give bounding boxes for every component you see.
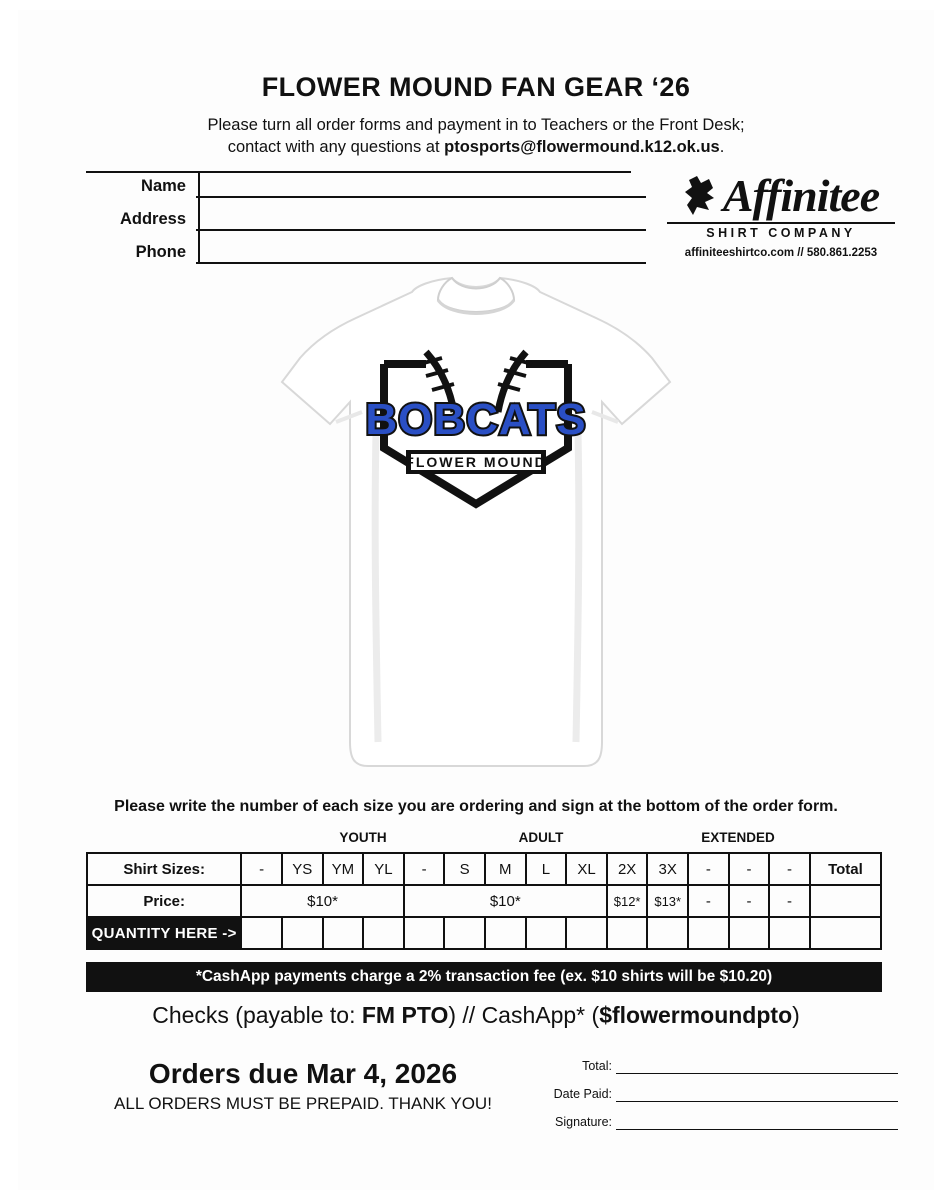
- price-adult: $10*: [404, 885, 607, 917]
- price-blank-2: -: [729, 885, 770, 917]
- total-input[interactable]: [616, 1049, 898, 1074]
- qty-input-s[interactable]: [444, 917, 485, 949]
- size-cell-yl: YL: [363, 853, 404, 885]
- name-input[interactable]: [196, 165, 646, 198]
- total-header: Total: [810, 853, 881, 885]
- address-input[interactable]: [196, 198, 646, 231]
- table-row-sizes: [87, 853, 881, 885]
- vendor-name: Affinitee: [722, 170, 880, 221]
- qty-input-ys[interactable]: [282, 917, 323, 949]
- date-paid-label: Date Paid:: [553, 1087, 612, 1101]
- row-label-price: Price:: [87, 885, 241, 917]
- signature-row: [538, 1106, 898, 1130]
- row-label-sizes: Shirt Sizes:: [87, 853, 241, 885]
- qty-input-4[interactable]: [404, 917, 445, 949]
- page-title: FLOWER MOUND FAN GEAR ‘26: [261, 72, 691, 102]
- payment-cashtag: $flowermoundpto: [599, 1002, 793, 1028]
- vendor-tagline: SHIRT COMPANY: [667, 222, 895, 240]
- phone-input[interactable]: [196, 231, 646, 264]
- group-label-youth: YOUTH: [339, 830, 387, 845]
- vendor-logo-main: [650, 168, 912, 224]
- qty-input-m[interactable]: [485, 917, 526, 949]
- customer-contact-block: [86, 165, 646, 264]
- size-cell-4: -: [404, 853, 445, 885]
- qty-input-11[interactable]: [688, 917, 729, 949]
- svg-text:FLOWER MOUND: FLOWER MOUND: [405, 454, 547, 470]
- address-row: [86, 198, 646, 231]
- payment-line: [18, 1002, 934, 1029]
- size-cell-12: -: [729, 853, 770, 885]
- tshirt-illustration: [266, 272, 686, 792]
- size-cell-s: S: [444, 853, 485, 885]
- contact-top-rule: [86, 171, 631, 173]
- name-label: Name: [141, 177, 186, 195]
- qty-input-ym[interactable]: [323, 917, 364, 949]
- payment-middle: ) // CashApp* (: [448, 1002, 600, 1028]
- qty-input-yl[interactable]: [363, 917, 404, 949]
- order-instruction: Please write the number of each size you are ordering and sign at the bottom of the order form.: [114, 798, 838, 815]
- total-row: [538, 1050, 898, 1074]
- table-row-quantity: [87, 917, 881, 949]
- price-blank-1: -: [688, 885, 729, 917]
- total-label: Total:: [582, 1059, 612, 1073]
- price-youth: $10*: [241, 885, 403, 917]
- size-cell-m: M: [485, 853, 526, 885]
- vendor-contact: affiniteeshirtco.com // 580.861.2253: [684, 247, 878, 259]
- office-use-block: [538, 1050, 898, 1134]
- qty-input-12[interactable]: [729, 917, 770, 949]
- subtitle-line-1: Please turn all order forms and payment in to Teachers or the Front Desk;: [207, 116, 745, 134]
- price-3x: $13*: [647, 885, 688, 917]
- contact-email: ptosports@flowermound.k12.ok.us: [444, 137, 720, 156]
- date-paid-input[interactable]: [616, 1077, 898, 1102]
- quantity-here-label: QUANTITY HERE ->: [88, 921, 240, 946]
- size-cell-ym: YM: [323, 853, 364, 885]
- subtitle-line-2-prefix: contact with any questions at: [227, 137, 445, 156]
- paper-sheet: [18, 10, 934, 1190]
- qty-input-13[interactable]: [769, 917, 810, 949]
- signature-label: Signature:: [555, 1115, 612, 1129]
- qty-input-2x[interactable]: [607, 917, 648, 949]
- prepaid-note: ALL ORDERS MUST BE PREPAID. THANK YOU!: [114, 1094, 492, 1113]
- price-blank-3: -: [769, 885, 810, 917]
- bobcat-head-icon: [683, 174, 721, 218]
- name-row: [86, 165, 646, 198]
- table-row-price: [87, 885, 881, 917]
- vendor-logo: [650, 168, 912, 259]
- size-cell-l: L: [526, 853, 567, 885]
- payment-prefix: Checks (payable to:: [152, 1002, 362, 1028]
- contact-vertical-rule: [198, 171, 200, 263]
- qty-input-3x[interactable]: [647, 917, 688, 949]
- svg-text:BOBCATS: BOBCATS: [365, 395, 587, 444]
- date-paid-row: [538, 1078, 898, 1102]
- size-cell-2x: 2X: [607, 853, 648, 885]
- qty-total-input[interactable]: [810, 917, 881, 949]
- group-label-adult: ADULT: [518, 830, 564, 845]
- size-cell-ys: YS: [282, 853, 323, 885]
- address-label: Address: [119, 210, 186, 228]
- qty-input-0[interactable]: [241, 917, 282, 949]
- price-total-cell: [810, 885, 881, 917]
- row-label-quantity: [87, 917, 241, 949]
- payment-payee: FM PTO: [361, 1002, 449, 1028]
- phone-row: [86, 231, 646, 264]
- size-cell-13: -: [769, 853, 810, 885]
- qty-input-l[interactable]: [526, 917, 567, 949]
- size-group-headers: [86, 830, 882, 850]
- size-cell-xl: XL: [566, 853, 607, 885]
- size-cell-11: -: [688, 853, 729, 885]
- group-label-extended: EXTENDED: [701, 830, 775, 845]
- due-block: [113, 1058, 493, 1114]
- qty-input-xl[interactable]: [566, 917, 607, 949]
- size-cell-3x: 3X: [647, 853, 688, 885]
- price-2x: $12*: [607, 885, 648, 917]
- product-image: [18, 272, 934, 792]
- size-cell-0: -: [241, 853, 282, 885]
- payment-suffix: ): [792, 1002, 800, 1028]
- due-date: Orders due Mar 4, 2026: [148, 1058, 458, 1089]
- signature-input[interactable]: [616, 1105, 898, 1130]
- page-subtitle: [18, 115, 934, 159]
- subtitle-line-2-suffix: .: [719, 137, 725, 156]
- cashapp-fee-banner: *CashApp payments charge a 2% transaction fee (ex. $10 shirts will be $10.20): [86, 962, 882, 992]
- phone-label: Phone: [135, 243, 186, 261]
- order-table: [86, 852, 882, 950]
